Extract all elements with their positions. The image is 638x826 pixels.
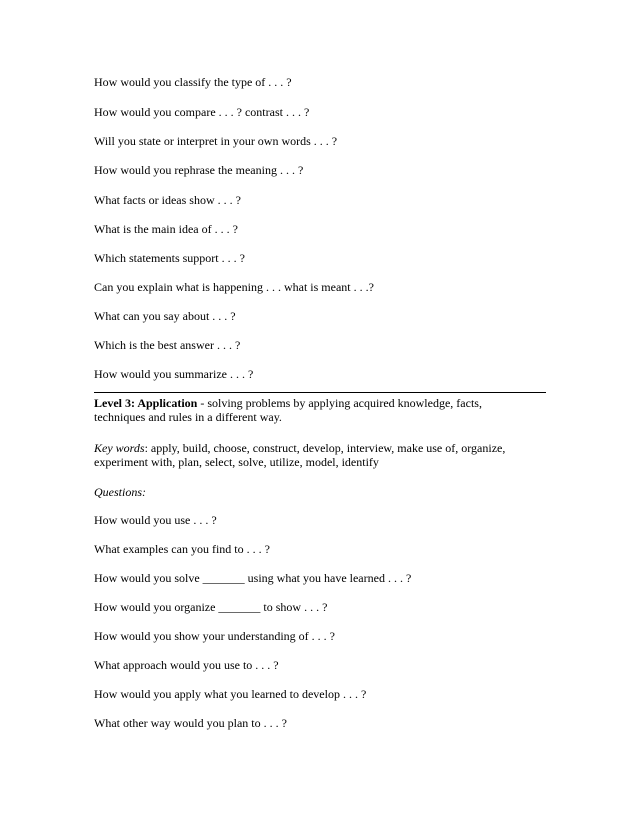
question-item: What is the main idea of . . . ? xyxy=(94,222,238,236)
question-item: What can you say about . . . ? xyxy=(94,309,236,323)
level3-description: - solving problems by applying acquired knowledge, facts, xyxy=(197,396,482,410)
keywords-text-cont: experiment with, plan, select, solve, utilize, model, identify xyxy=(94,455,379,469)
question-item: How would you organize _______ to show . . . ? xyxy=(94,600,328,614)
level3-intro xyxy=(94,396,546,424)
question-item: Which statements support . . . ? xyxy=(94,251,245,265)
question-item: What other way would you plan to . . . ? xyxy=(94,716,287,730)
question-item: How would you use . . . ? xyxy=(94,513,217,527)
question-item: How would you solve _______ using what you have learned . . . ? xyxy=(94,571,412,585)
question-item: Which is the best answer . . . ? xyxy=(94,338,241,352)
question-item: How would you show your understanding of . . . ? xyxy=(94,629,335,643)
section-divider xyxy=(94,392,546,393)
question-item: How would you rephrase the meaning . . . ? xyxy=(94,163,304,177)
keywords-label: Key words xyxy=(94,441,145,455)
question-item: Can you explain what is happening . . . what is meant . . .? xyxy=(94,280,374,294)
question-item: How would you classify the type of . . . ? xyxy=(94,75,292,89)
keywords-block xyxy=(94,441,546,469)
keywords-text: : apply, build, choose, construct, develop, interview, make use of, organize, xyxy=(144,441,506,455)
questions-label: Questions: xyxy=(94,485,146,499)
question-item: How would you apply what you learned to develop . . . ? xyxy=(94,687,367,701)
question-item: What facts or ideas show . . . ? xyxy=(94,193,241,207)
question-item: How would you compare . . . ? contrast . . . ? xyxy=(94,105,310,119)
question-item: What examples can you find to . . . ? xyxy=(94,542,270,556)
question-item: Will you state or interpret in your own words . . . ? xyxy=(94,134,338,148)
level3-description-cont: techniques and rules in a different way. xyxy=(94,410,282,424)
level3-heading: Level 3: Application xyxy=(94,396,198,410)
question-item: What approach would you use to . . . ? xyxy=(94,658,279,672)
question-item: How would you summarize . . . ? xyxy=(94,367,254,381)
